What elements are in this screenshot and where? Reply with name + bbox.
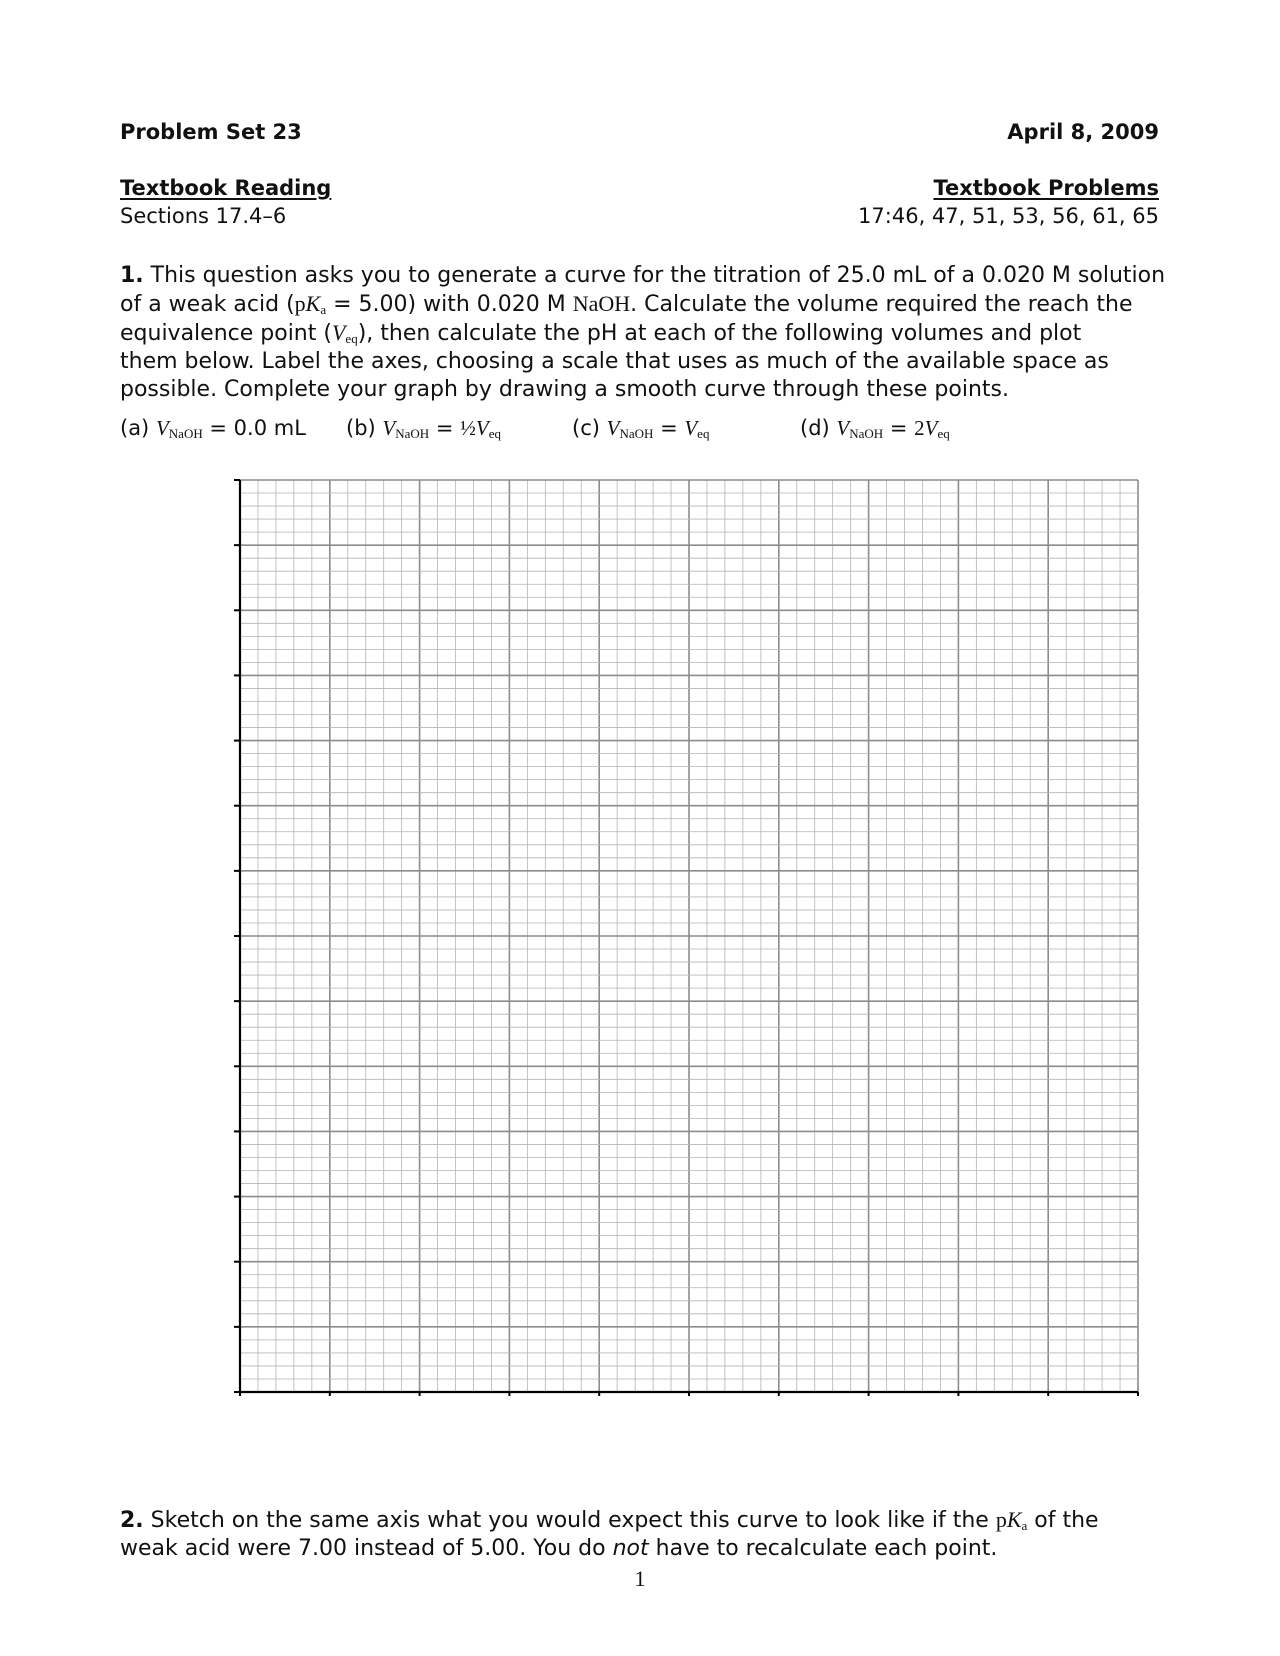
q1-text-h: possible. Complete your graph by drawing a smooth curve through these points.: [120, 377, 1009, 402]
part-b: [346, 416, 501, 441]
q2-pka-k: K: [1006, 1507, 1022, 1532]
part-a-label: (a): [120, 416, 150, 440]
reading-sections: Sections 17.4–6: [120, 204, 287, 228]
q2-text-a: Sketch on the same axis what you would expect this curve to look like if the: [150, 1508, 996, 1533]
part-b-rhs-sub: eq: [488, 426, 501, 441]
problems-heading: Textbook Problems: [933, 176, 1159, 200]
q1-text-g: them below. Label the axes, choosing a scale that uses as much of the available space as: [120, 349, 1109, 374]
q1-pka-sub: a: [320, 302, 327, 317]
q1-text-c: = 5.00) with 0.020 M: [326, 292, 573, 317]
q1-text-b: of a weak acid (: [120, 292, 295, 317]
q1-pka-k: K: [305, 291, 321, 316]
part-c-sub: NaOH: [619, 426, 654, 441]
part-b-rhs-coef: ½: [460, 416, 476, 440]
part-a-eq: =: [202, 416, 234, 440]
q1-veq-v: V: [331, 320, 346, 345]
q1-veq-sub: eq: [345, 331, 358, 346]
part-c-rhs-sub: eq: [697, 426, 710, 441]
part-c-rhs-v: V: [684, 416, 698, 440]
q1-naoh: NaOH: [572, 291, 631, 316]
part-c: [572, 416, 709, 441]
q2-number: 2.: [120, 1508, 144, 1533]
q2-pka: [996, 1507, 1027, 1532]
problems-list: 17:46, 47, 51, 53, 56, 61, 65: [858, 204, 1159, 228]
q2-text-not: not: [612, 1536, 649, 1561]
q2-pka-sub: a: [1021, 1518, 1028, 1533]
q1-text-e: equivalence point (: [120, 321, 332, 346]
part-a-rhs: 0.0 mL: [233, 416, 306, 440]
q2-line-2: [120, 1535, 1180, 1563]
q1-parts: [120, 416, 1180, 446]
q1-line-5: [120, 376, 1180, 404]
q2-text-d: have to recalculate each point.: [648, 1536, 998, 1561]
part-a-v: V: [155, 416, 169, 440]
part-d-sub: NaOH: [849, 426, 884, 441]
part-d-rhs-sub: eq: [937, 426, 950, 441]
part-d-v: V: [836, 416, 850, 440]
part-b-v: V: [382, 416, 396, 440]
part-a-sub: NaOH: [168, 426, 203, 441]
part-b-eq: =: [429, 416, 461, 440]
q2-pka-p: p: [995, 1507, 1007, 1532]
q2-text-c: weak acid were 7.00 instead of 5.00. You do: [120, 1536, 613, 1561]
part-b-rhs-v: V: [475, 416, 489, 440]
part-c-label: (c): [572, 416, 600, 440]
page-number: 1: [634, 1566, 646, 1591]
q1-pka-p: p: [294, 291, 306, 316]
part-d-eq: =: [883, 416, 915, 440]
question-1: [120, 262, 1180, 404]
q2-line-1: [120, 1506, 1180, 1535]
q1-text-a: This question asks you to generate a curve for the titration of 25.0 mL of a 0.020 M solution: [150, 263, 1166, 288]
part-c-eq: =: [653, 416, 685, 440]
part-a: [120, 416, 306, 441]
date: April 8, 2009: [1007, 120, 1159, 144]
part-d-rhs-v: V: [924, 416, 938, 440]
q1-text-d: . Calculate the volume required the reach the: [630, 292, 1133, 317]
q1-text-f: ), then calculate the pH at each of the following volumes and plot: [357, 321, 1082, 346]
q1-line-1: [120, 262, 1180, 290]
graph-paper[interactable]: [232, 476, 1142, 1396]
problem-set-title: Problem Set 23: [120, 120, 302, 144]
part-d-rhs-coef: 2: [914, 416, 925, 440]
question-2: [120, 1506, 1180, 1563]
part-b-label: (b): [346, 416, 376, 440]
reading-heading: Textbook Reading: [120, 176, 332, 200]
q1-pka: [295, 291, 326, 316]
part-c-v: V: [606, 416, 620, 440]
part-b-sub: NaOH: [395, 426, 430, 441]
q1-line-3: [120, 319, 1180, 348]
part-d: [800, 416, 950, 441]
q1-line-2: [120, 290, 1180, 319]
q1-line-4: [120, 348, 1180, 376]
part-d-label: (d): [800, 416, 830, 440]
q2-text-b: of the: [1027, 1508, 1099, 1533]
q1-number: 1.: [120, 263, 144, 288]
